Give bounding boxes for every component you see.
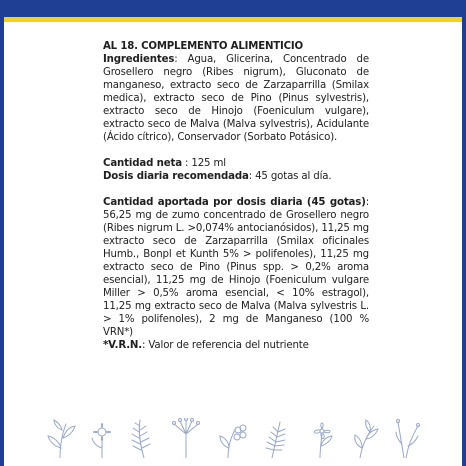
- per-dose-label: Cantidad aportada por dosis diaria (45 gotas): [103, 197, 366, 208]
- right-edge-stripe: [462, 0, 466, 466]
- flower-icon: [92, 424, 111, 459]
- vrn-note-label: *V.R.N.: [103, 340, 143, 351]
- daily-dose-label: Dosis diaria recomendada: [103, 171, 249, 182]
- product-title: AL 18. COMPLEMENTO ALIMENTICIO: [103, 41, 303, 52]
- leaf-sprig-icon: [48, 420, 75, 458]
- left-edge-stripe: [0, 0, 4, 466]
- pine-twig-icon: [266, 422, 285, 458]
- per-dose-paragraph: [103, 196, 369, 339]
- spacer: [103, 144, 369, 157]
- ingredients-text: : Agua, Glicerina, Concentrado de Grosellero negro (Ribes nigrum), Gluconato de manganeso, extracto seco de Zarzaparrilla (Smilax medica), extracto seco de Pino (Pinus sylvestris), extracto seco de Hinojo (Foeniculum vulgare), extracto seco de Malva (Malva sylvestris), Acidulante (Ácido cítrico), Conservador (Sorbato Potásico).: [103, 54, 369, 143]
- herb-illustrations: [40, 418, 426, 458]
- grass-icon: [396, 420, 420, 459]
- fennel-icon: [173, 418, 200, 458]
- berry-icon: [220, 425, 246, 458]
- daily-dose-value: : 45 gotas al día.: [248, 171, 332, 182]
- net-quantity-label: Cantidad neta: [103, 158, 182, 169]
- ingredients-label: Ingredientes: [103, 54, 175, 65]
- daily-dose-line: [103, 170, 369, 183]
- label-content: [103, 40, 369, 352]
- yellow-stripe: [0, 17, 466, 22]
- net-quantity-line: [103, 157, 369, 170]
- branch-icon: [355, 420, 378, 458]
- spacer: [103, 183, 369, 196]
- top-color-band: [0, 0, 466, 21]
- mallow-icon: [314, 423, 332, 458]
- vrn-note-text: : Valor de referencia del nutriente: [142, 340, 309, 351]
- vrn-note-line: [103, 339, 369, 352]
- per-dose-text: : 56,25 mg de zumo concentrado de Grosellero negro (Ribes nigrum L. >0,074% antocianósidos), 11,25 mg extracto seco de Zarzaparrilla (Smilax oficinales Humb., Bonpl et Kunth 5% > polifenoles), 11,25 mg extracto seco de Pino (Pinus spp. > 0,2% aroma esencial), 11,25 mg de Hinojo (Foeniculum vulgare Miller > 0,5% aroma esencial, < 10% estragol), 11,25 mg extracto seco de Malva (Malva sylvestris L. > 1% polifenoles), 2 mg de Manganeso (100 % VRN*): [103, 197, 369, 338]
- ingredients-paragraph: [103, 53, 369, 144]
- fern-icon: [132, 420, 150, 458]
- net-quantity-value: : 125 ml: [181, 158, 226, 169]
